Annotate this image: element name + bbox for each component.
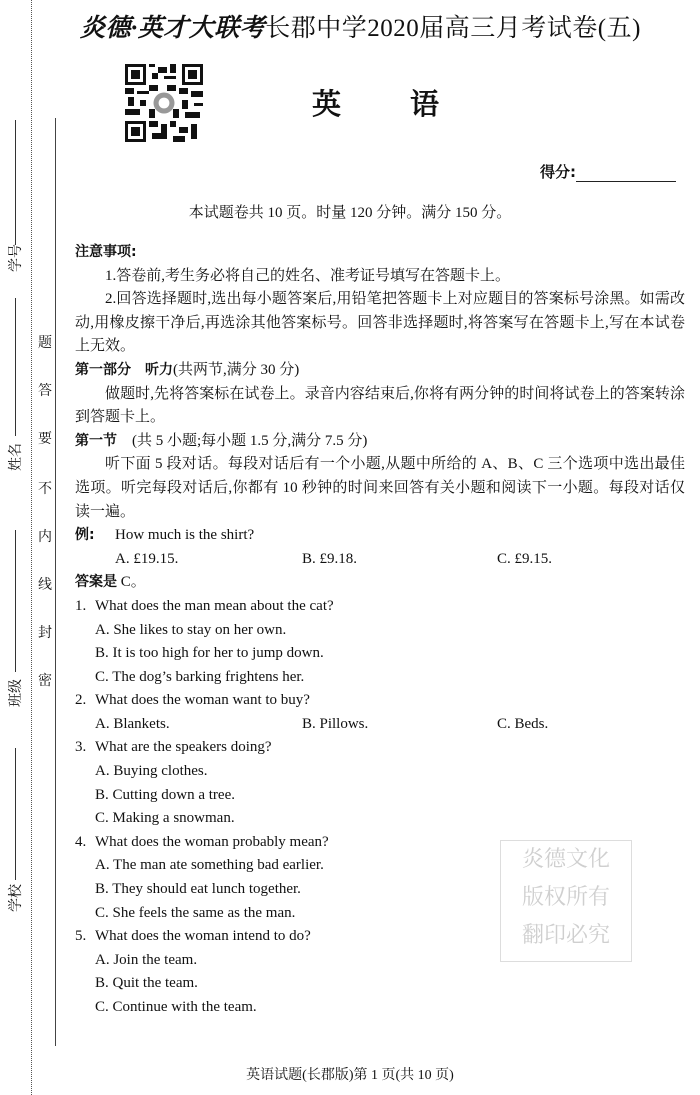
option-row [75,619,685,643]
seal-char: 内 [38,530,52,545]
section1-title: 第一节 [75,432,117,449]
option[interactable]: A. Join the team. [95,951,198,968]
option[interactable]: C. Continue with the team. [95,999,257,1015]
part1-title: 第一部分 听力 [75,361,173,378]
field-line [15,530,16,672]
option-row [75,666,685,690]
school-label: 学校 [9,884,24,912]
exam-brand: 炎德·英才大联考 [80,15,266,42]
field-line [15,298,16,436]
part1-note: (共两节,满分 30 分) [173,361,300,378]
option: B. £9.18. [302,550,358,567]
example-question [75,524,685,548]
seal-char: 题 [38,336,52,351]
example-text: How much is the shirt? [115,527,255,544]
option[interactable]: B. They should eat lunch together. [95,881,301,898]
section1-heading [75,430,685,454]
cut-line-dotted [31,0,32,1095]
score-blank [576,165,676,182]
option[interactable]: C. Making a snowman. [95,810,235,827]
option[interactable]: A. Buying clothes. [95,763,208,780]
option: A. £19.15. [115,550,179,567]
notice-item: 1.答卷前,考生务必将自己的姓名、准考证号填写在答题卡上。 [105,267,511,284]
class-label: 班级 [9,679,24,707]
watermark-line: 翻印必究 [521,923,610,948]
seal-char: 密 [38,674,52,689]
option[interactable]: C. The dog’s barking frightens her. [95,668,305,685]
watermark-line: 版权所有 [521,885,610,910]
question-item [75,831,685,855]
seal-char: 要 [38,432,52,447]
subject-char: 英 [312,87,342,121]
seal-char: 线 [38,578,52,593]
section1-note: (共 5 小题;每小题 1.5 分,满分 7.5 分) [132,432,368,449]
option-row [75,854,685,878]
field-line [15,748,16,880]
question-text: What does the woman intend to do? [95,928,311,945]
exam-body [75,241,685,1020]
question-text: What are the speakers doing? [95,739,272,756]
answer-value: C。 [120,574,146,591]
part1-instructions: 做题时,先将答案标在试卷上。录音内容结束后,你将有两分钟的时间将试卷上的答案转涂到答题卡上。 [75,385,685,426]
option[interactable]: C. She feels the same as the man. [95,904,296,921]
notice-heading: 注意事项: [75,244,137,260]
question-list [75,595,685,1020]
option[interactable]: B. Quit the team. [95,975,198,992]
subject-char: 语 [410,87,440,121]
name-label: 姓名 [9,443,24,471]
example-label: 例: [75,527,95,544]
option[interactable]: B. Cutting down a tree. [95,786,235,803]
option-row [75,878,685,902]
option-row [75,996,685,1020]
option[interactable]: A. The man ate something bad earlier. [95,857,324,874]
seal-char: 答 [38,384,52,399]
exam-info: 本试题卷共 10 页。时量 120 分钟。满分 150 分。 [188,205,512,221]
question-text: What does the woman probably mean? [95,833,329,850]
option-row [75,949,685,973]
qr-code-icon [125,64,203,142]
question-number: 2. [75,692,87,709]
question-text: What does the woman want to buy? [95,692,310,709]
question-number: 1. [75,597,87,614]
option-row [75,902,685,926]
field-line [15,120,16,245]
subject-title [312,82,508,123]
question-number: 4. [75,833,87,850]
part1-heading [75,359,685,383]
option-row [75,784,685,808]
example-options [75,548,685,572]
notice-item: 2.回答选择题时,选出每小题答案后,用铅笔把答题卡上对应题目的答案标号涂黑。如需改动,用橡皮擦干净后,再选涂其他答案标号。回答非选择题时,将答案写在答题卡上,写在本试卷上无效。 [75,291,685,355]
option-row [75,807,685,831]
example-answer [75,571,685,595]
section1-instructions: 听下面 5 段对话。每段对话后有一个小题,从题中所给的 A、B、C 三个选项中选出最佳选项。听完每段对话后,你都有 10 秒钟的时间来回答有关小题和阅读下一小题。每段对话仅读一遍。 [75,456,685,520]
page-footer: 英语试题(长郡版)第 1 页(共 10 页) [246,1068,454,1083]
answer-label: 答案是 [75,574,117,591]
question-item [75,689,685,713]
option-row [75,972,685,996]
seal-char: 封 [38,626,52,641]
question-item [75,736,685,760]
option[interactable]: A. Blankets. [95,715,170,732]
exam-title-text: 长郡中学2020届高三月考试卷(五) [265,15,641,42]
option-row [75,713,685,737]
watermark-line: 炎德文化 [521,847,610,872]
seal-char: 不 [38,482,52,497]
option-row [75,642,685,666]
option[interactable]: C. Beds. [497,715,549,732]
question-item [75,595,685,619]
score-label: 得分: [540,163,576,181]
student-id-label: 学号 [9,244,24,272]
question-number: 3. [75,739,87,756]
question-text: What does the man mean about the cat? [95,597,334,614]
question-item [75,925,685,949]
option[interactable]: B. It is too high for her to jump down. [95,645,324,662]
option: C. £9.15. [497,550,553,567]
option-row [75,760,685,784]
question-number: 5. [75,928,87,945]
binding-line [55,118,56,1046]
option[interactable]: A. She likes to stay on her own. [95,621,287,638]
exam-title [80,8,690,44]
option[interactable]: B. Pillows. [302,715,369,732]
score-field [540,161,676,182]
